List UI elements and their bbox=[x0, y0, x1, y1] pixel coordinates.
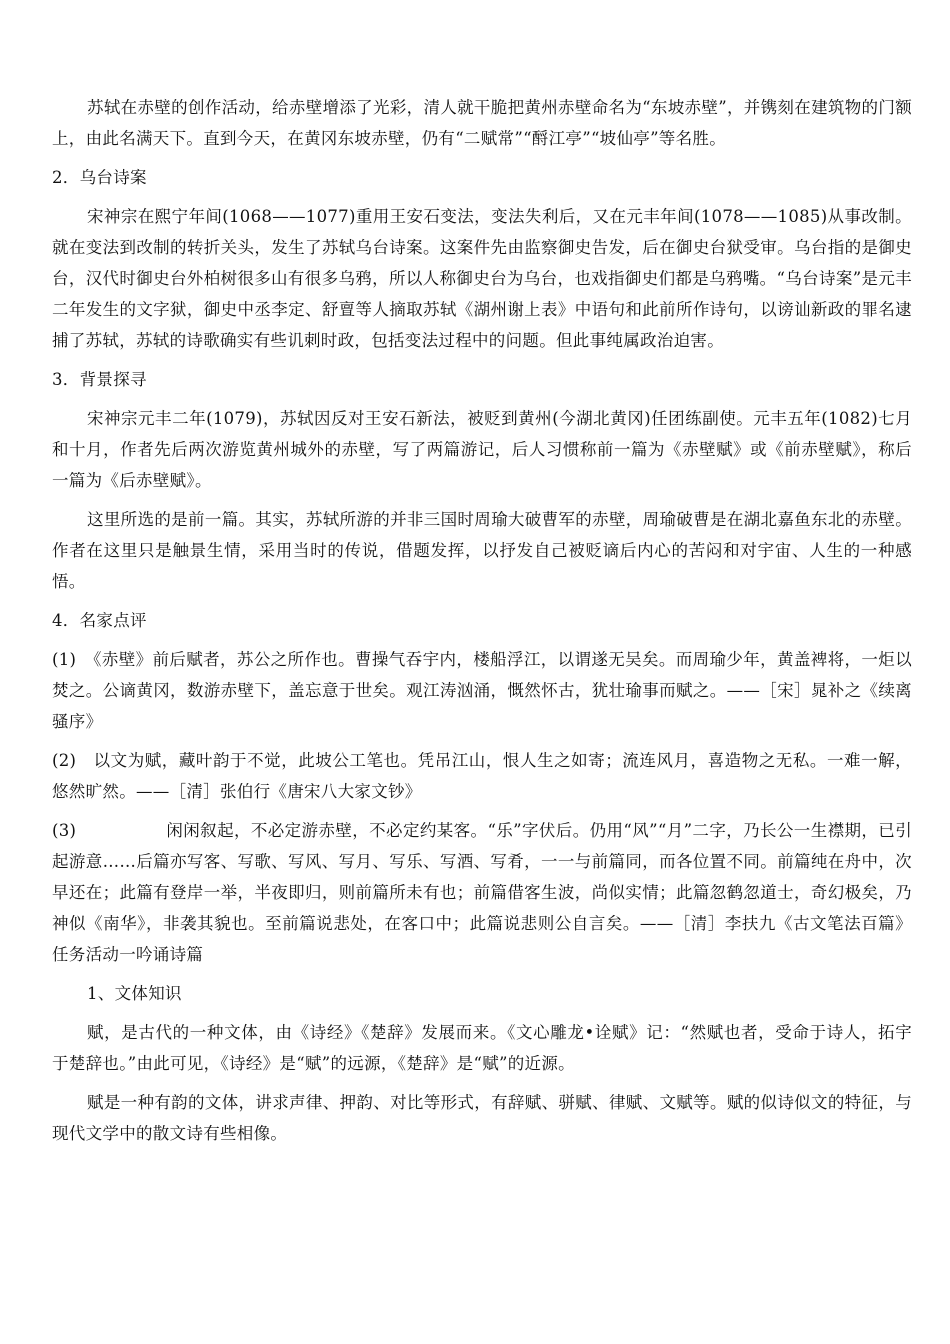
paragraph-genre-1: 赋，是古代的一种文体，由《诗经》《楚辞》发展而来。《文心雕龙•诠赋》记：“然赋也者，受命于诗人，拓宇于楚辞也。”由此可见，《诗经》是“赋”的远源，《楚辞》是“赋”的近源。 bbox=[52, 1023, 912, 1073]
subsection-heading-genre: 1、文体知识 bbox=[87, 984, 182, 1003]
paragraph-wutai-shian: 宋神宗在熙宁年间(1068——1077)重用王安石变法，变法失利后，又在元丰年间(1078——1085)从事改制。就在变法到改制的转折关头，发生了苏轼乌台诗案。这案件先由监察御史告发，后在御史台狱受审。乌台指的是御史台，汉代时御史台外柏树很多山有很多乌鸦，所以人称御史台为乌台，也戏指御史们都是乌鸦嘴。“乌台诗案”是元丰二年发生的文字狱，御史中丞李定、舒亶等人摘取苏轼《湖州谢上表》中语句和此前所作诗句，以谤讪新政的罪名逮捕了苏轼，苏轼的诗歌确实有些讥刺时政，包括变法过程中的问题。但此事纯属政治迫害。 bbox=[52, 207, 912, 350]
section-heading-background: 3．背景探寻 bbox=[52, 370, 147, 389]
paragraph-background-2: 这里所选的是前一篇。其实，苏轼所游的并非三国时周瑜大破曹军的赤壁，周瑜破曹是在湖北嘉鱼东北的赤壁。作者在这里只是触景生情，采用当时的传说，借题发挥，以抒发自己被贬谪后内心的苦闷和对宇宙、人生的一种感悟。 bbox=[52, 510, 912, 591]
section-heading-wutai-shian: 2．乌台诗案 bbox=[52, 168, 147, 187]
commentary-item-3-label: (3) bbox=[52, 821, 77, 840]
commentary-item-3 bbox=[52, 815, 912, 970]
commentary-item-3-text: 闲闲叙起，不必定游赤壁，不必定约某客。“乐”字伏后。仍用“风”“月”二字，乃长公一生襟期，已引起游意……后篇亦写客、写歌、写风、写月、写乐、写酒、写肴，一一与前篇同，而各位置不同。前篇纯在舟中，次早还在；此篇有登岸一举，半夜即归，则前篇所未有也；前篇借客生波，尚似实情；此篇忽鹤忽道士，奇幻极矣，乃神似《南华》，非袭其貌也。至前篇说悲处，在客口中；此篇说悲则公自言矣。——［清］李扶九《古文笔法百篇》任务活动一吟诵诗篇 bbox=[52, 821, 912, 964]
commentary-item-2: (2) 以文为赋，藏叶韵于不觉，此坡公工笔也。凭吊江山，恨人生之如寄；流连风月，喜造物之无私。一难一解，悠然旷然。——［清］张伯行《唐宋八大家文钞》 bbox=[52, 751, 912, 801]
paragraph-genre-2: 赋是一种有韵的文体，讲求声律、押韵、对比等形式，有辞赋、骈赋、律赋、文赋等。赋的似诗似文的特征，与现代文学中的散文诗有些相像。 bbox=[52, 1093, 912, 1143]
commentary-item-1: (1) 《赤壁》前后赋者，苏公之所作也。曹操气吞宇内，楼船浮江，以谓遂无吴矣。而周瑜少年，黄盖裨将，一炬以焚之。公谪黄冈，数游赤壁下，盖忘意于世矣。观江涛汹涌，慨然怀古，犹壮瑜事而赋之。——［宋］晁补之《续离骚序》 bbox=[52, 650, 912, 731]
paragraph-background-1: 宋神宗元丰二年(1079)，苏轼因反对王安石新法，被贬到黄州(今湖北黄冈)任团练副使。元丰五年(1082)七月和十月，作者先后两次游览黄州城外的赤壁，写了两篇游记，后人习惯称前一篇为《赤壁赋》或《前赤壁赋》，称后一篇为《后赤壁赋》。 bbox=[52, 409, 912, 490]
document-body bbox=[52, 92, 912, 1157]
paragraph-dongpo-chibi: 苏轼在赤壁的创作活动，给赤壁增添了光彩，清人就干脆把黄州赤壁命名为“东坡赤壁”，并镌刻在建筑物的门额上，由此名满天下。直到今天，在黄冈东坡赤壁，仍有“二赋常”“酹江亭”“坡仙亭”等名胜。 bbox=[52, 98, 912, 148]
section-heading-commentary: 4．名家点评 bbox=[52, 611, 147, 630]
